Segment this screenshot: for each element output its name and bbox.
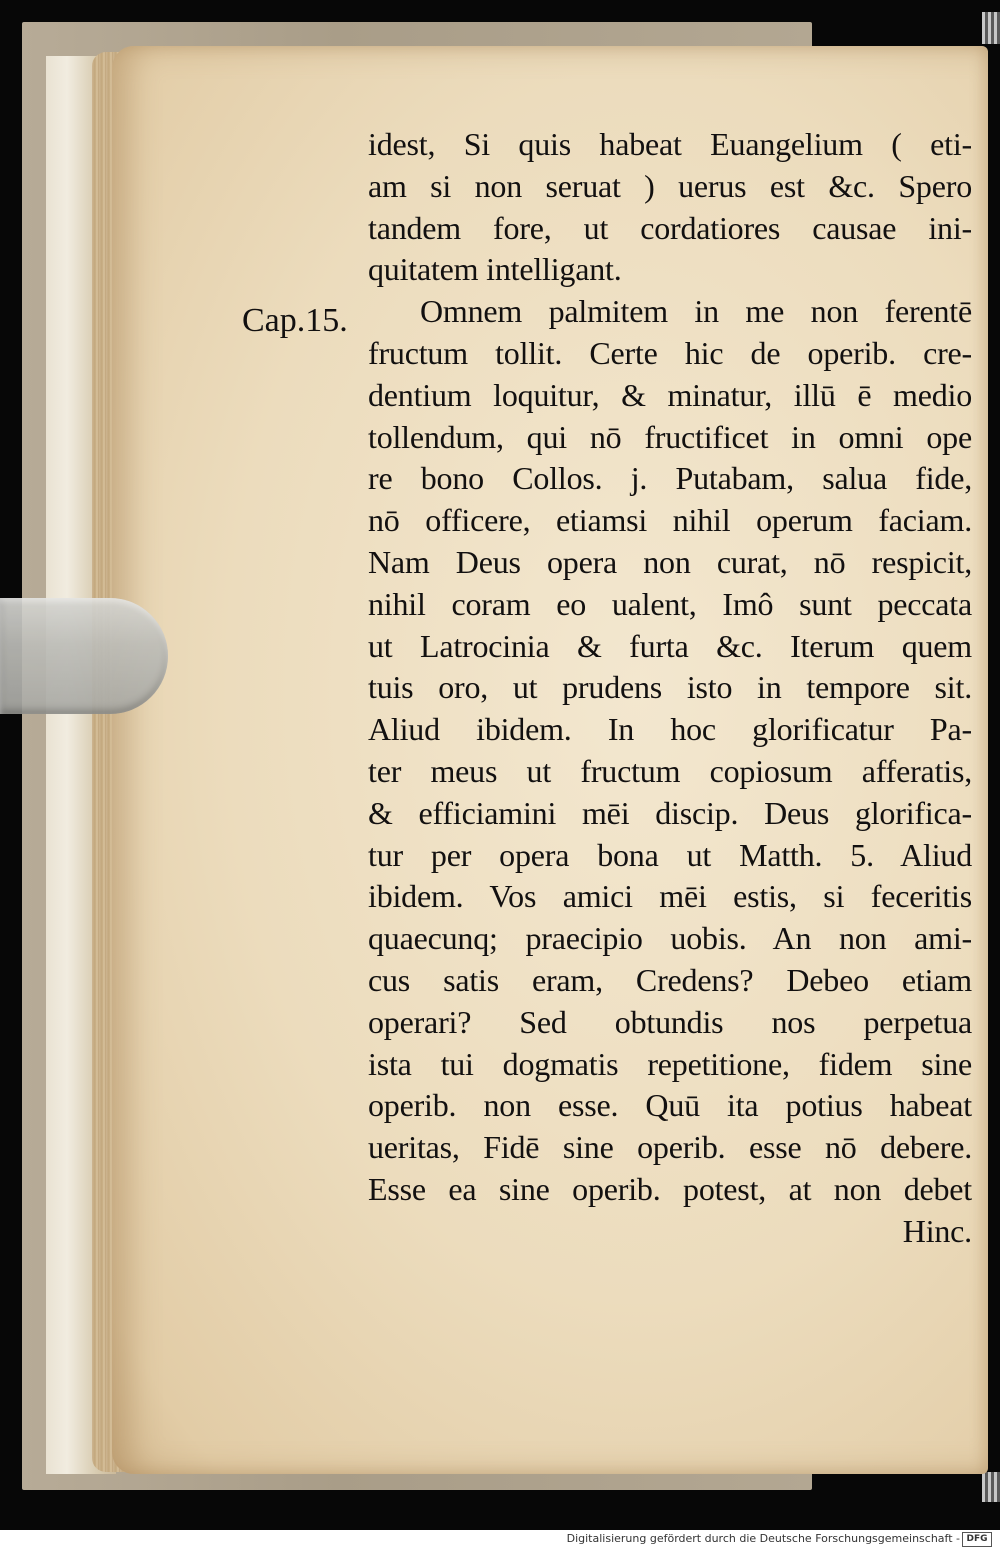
text-line: ter meus ut fructum copiosum afferatis, (368, 752, 972, 789)
text-line: tuis oro, ut prudens isto in tempore sit. (368, 669, 972, 706)
text-line: ibidem. Vos amici mēi estis, si feceritis (368, 878, 972, 915)
text-line: Esse ea sine operib. potest, at non debet (368, 1170, 972, 1207)
text-line: operari? Sed obtundis nos perpetua (368, 1003, 972, 1040)
text-line: ista tui dogmatis repetitione, fidem sine (368, 1045, 972, 1082)
text-line: ueritas, Fidē sine operib. esse nō debere. (368, 1129, 972, 1166)
text-line: idest, Si quis habeat Euangelium ( eti- (368, 126, 972, 162)
text-line: ut Latrocinia & furta &c. Iterum quem (368, 627, 972, 664)
text-line: Omnem palmitem in me non ferentē (420, 293, 972, 330)
text-line: tollendum, qui nō fructificet in omni ope (368, 418, 972, 455)
page-text (368, 124, 972, 1253)
text-line: cus satis eram, Credens? Debeo etiam (368, 961, 972, 998)
text-line: Nam Deus opera non curat, nō respicit, (368, 543, 972, 580)
text-line: quitatem intelligant. (368, 251, 622, 288)
text-line: fructum tollit. Certe hic de operib. cre- (368, 334, 972, 371)
text-line: nihil coram eo ualent, Imô sunt peccata (368, 585, 972, 622)
dfg-logo: DFG (962, 1532, 992, 1547)
text-line: quaecunq; praecipio uobis. An non ami- (368, 920, 972, 957)
text-line: re bono Collos. j. Putabam, salua fide, (368, 460, 972, 497)
book-clamp (0, 598, 168, 714)
text-line: am si non seruat ) uerus est &c. Spero (368, 167, 972, 204)
text-line: tandem fore, ut cordatiores causae ini- (368, 209, 972, 246)
footer-bar (0, 1530, 1000, 1549)
marginal-note: Cap.15. (242, 302, 348, 339)
text-line: operib. non esse. Quū ita potius habeat (368, 1087, 972, 1124)
text-line: Aliud ibidem. In hoc glorificatur Pa- (368, 711, 972, 748)
catchword: Hinc. (902, 1212, 972, 1249)
funding-credit: Digitalisierung gefördert durch die Deutsche Forschungsgemeinschaft - (566, 1532, 960, 1545)
text-line: & efficiamini mēi discip. Deus glorifica- (368, 794, 972, 831)
color-bar-top (982, 12, 1000, 44)
text-line: tur per opera bona ut Matth. 5. Aliud (368, 836, 972, 873)
text-line: dentium loquitur, & minatur, illū ē medio (368, 376, 972, 413)
text-line: nō officere, etiamsi nihil operum faciam. (368, 502, 972, 539)
color-bar-bottom (982, 1472, 1000, 1502)
